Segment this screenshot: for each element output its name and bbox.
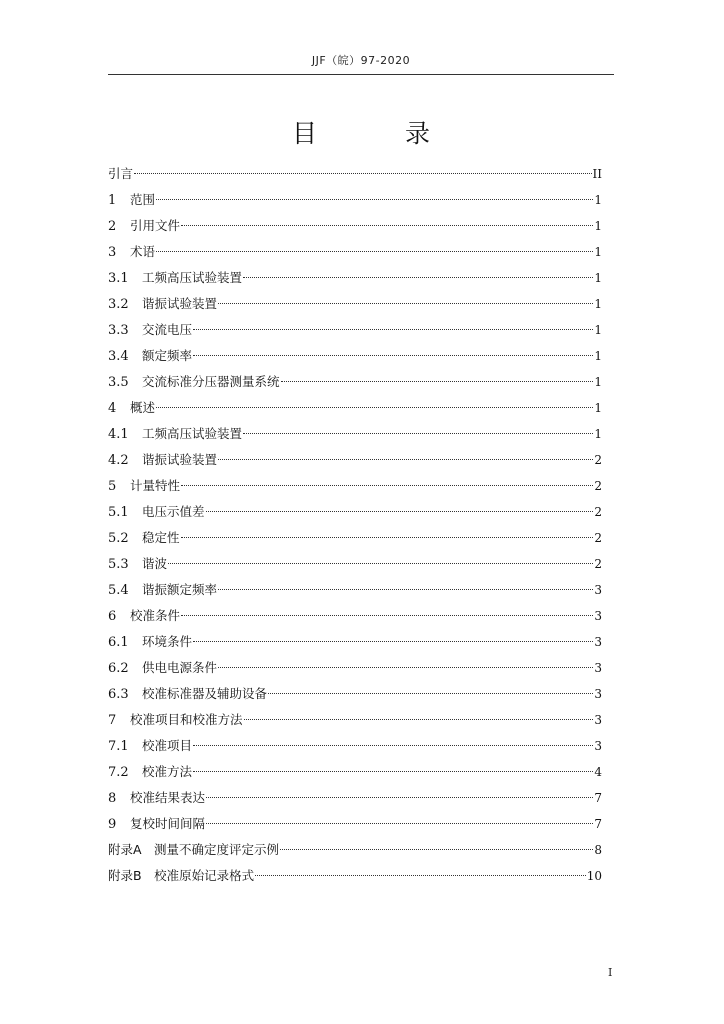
- toc-entry-page: 3: [594, 661, 602, 675]
- toc-entry-label: 谐波: [142, 556, 168, 571]
- toc-leader-dots: [255, 875, 586, 876]
- toc-entry[interactable]: [108, 733, 602, 759]
- toc-entry-label: 引言: [108, 166, 134, 181]
- toc-entry[interactable]: [108, 811, 602, 837]
- toc-leader-dots: [206, 511, 594, 512]
- toc-entry-label: 概述: [130, 400, 156, 415]
- toc-entry-number: 5.2: [108, 531, 129, 546]
- toc-leader-dots: [134, 173, 592, 174]
- toc-leader-dots: [193, 355, 593, 356]
- toc-entry-page: 7: [594, 817, 602, 831]
- toc-entry-number: 5.4: [108, 583, 129, 598]
- toc-entry-page: 3: [594, 609, 602, 623]
- toc-entry-number: 3: [108, 245, 117, 260]
- toc-entry-number: 7: [108, 713, 117, 728]
- running-header: JJF（皖）97-2020: [311, 54, 411, 67]
- toc-entry-label: 谐振试验装置: [142, 296, 218, 311]
- toc-leader-dots: [243, 277, 593, 278]
- toc-entry-number: 6.1: [108, 635, 129, 650]
- toc-entry-label: 谐振试验装置: [142, 452, 218, 467]
- toc-entry[interactable]: [108, 343, 602, 369]
- toc-entry-page: 2: [594, 531, 602, 545]
- toc-leader-dots: [280, 849, 593, 850]
- toc-entry[interactable]: [108, 863, 602, 889]
- toc-leader-dots: [156, 251, 593, 252]
- toc-entry-label: 工频高压试验装置: [142, 426, 243, 441]
- toc-entry-page: II: [592, 167, 602, 181]
- toc-leader-dots: [193, 329, 593, 330]
- toc-leader-dots: [218, 303, 593, 304]
- page-title: 目 录: [292, 119, 470, 148]
- toc-entry[interactable]: [108, 421, 602, 447]
- table-of-contents: [108, 161, 602, 889]
- toc-leader-dots: [181, 225, 593, 226]
- toc-leader-dots: [181, 485, 593, 486]
- toc-entry[interactable]: [108, 473, 602, 499]
- toc-entry-label: 校准条件: [130, 608, 181, 623]
- toc-entry-page: 1: [594, 245, 602, 259]
- toc-entry-page: 3: [594, 739, 602, 753]
- toc-entry-number: 7.2: [108, 765, 129, 780]
- toc-entry[interactable]: [108, 551, 602, 577]
- toc-leader-dots: [193, 641, 593, 642]
- toc-entry-label: 供电电源条件: [142, 660, 218, 675]
- toc-entry[interactable]: [108, 447, 602, 473]
- toc-entry-label: 计量特性: [130, 478, 181, 493]
- toc-entry-label: 附录A 测量不确定度评定示例: [108, 842, 280, 857]
- toc-entry[interactable]: [108, 499, 602, 525]
- toc-entry-label: 范围: [130, 192, 156, 207]
- toc-entry[interactable]: [108, 187, 602, 213]
- toc-entry[interactable]: [108, 837, 602, 863]
- toc-leader-dots: [243, 433, 593, 434]
- toc-entry-label: 附录B 校准原始记录格式: [108, 868, 255, 883]
- toc-entry[interactable]: [108, 655, 602, 681]
- toc-entry-number: 4: [108, 401, 117, 416]
- toc-entry-label: 环境条件: [142, 634, 193, 649]
- toc-entry[interactable]: [108, 603, 602, 629]
- toc-entry-page: 2: [594, 453, 602, 467]
- toc-entry-number: 6: [108, 609, 117, 624]
- header-rule: [108, 74, 614, 75]
- toc-entry[interactable]: [108, 525, 602, 551]
- toc-leader-dots: [193, 771, 593, 772]
- toc-entry-page: 1: [594, 219, 602, 233]
- toc-entry-number: 2: [108, 219, 117, 234]
- toc-entry-number: 7.1: [108, 739, 129, 754]
- toc-entry-page: 8: [594, 843, 602, 857]
- toc-entry-number: 3.3: [108, 323, 129, 338]
- toc-entry-page: 4: [594, 765, 602, 779]
- toc-leader-dots: [244, 719, 594, 720]
- toc-leader-dots: [281, 381, 594, 382]
- toc-entry-label: 校准标准器及辅助设备: [142, 686, 268, 701]
- toc-entry-page: 1: [594, 297, 602, 311]
- toc-leader-dots: [156, 199, 593, 200]
- toc-entry[interactable]: [108, 785, 602, 811]
- toc-entry-page: 1: [594, 193, 602, 207]
- toc-entry-page: 2: [594, 557, 602, 571]
- toc-entry[interactable]: [108, 577, 602, 603]
- toc-entry-label: 校准方法: [142, 764, 193, 779]
- toc-entry-number: 4.2: [108, 453, 129, 468]
- toc-entry-number: 6.3: [108, 687, 129, 702]
- toc-entry-label: 额定频率: [142, 348, 193, 363]
- toc-entry-page: 1: [594, 427, 602, 441]
- toc-entry-page: 1: [594, 375, 602, 389]
- toc-entry-number: 3.5: [108, 375, 129, 390]
- toc-entry-number: 9: [108, 817, 117, 832]
- toc-entry-page: 1: [594, 401, 602, 415]
- toc-leader-dots: [206, 823, 593, 824]
- toc-entry-label: 术语: [130, 244, 156, 259]
- toc-entry[interactable]: [108, 265, 602, 291]
- toc-entry[interactable]: [108, 317, 602, 343]
- toc-entry-number: 6.2: [108, 661, 129, 676]
- toc-entry[interactable]: [108, 629, 602, 655]
- toc-entry-label: 交流电压: [142, 322, 193, 337]
- toc-entry-label: 谐振额定频率: [142, 582, 218, 597]
- toc-entry-number: 4.1: [108, 427, 129, 442]
- toc-entry-page: 7: [594, 791, 602, 805]
- toc-entry-page: 2: [594, 505, 602, 519]
- toc-entry-page: 2: [594, 479, 602, 493]
- toc-entry-page: 1: [594, 323, 602, 337]
- toc-entry-label: 交流标准分压器测量系统: [142, 374, 280, 389]
- toc-entry-page: 10: [586, 869, 602, 883]
- toc-leader-dots: [156, 407, 593, 408]
- toc-entry-label: 工频高压试验装置: [142, 270, 243, 285]
- toc-entry-number: 1: [108, 193, 117, 208]
- toc-entry-label: 稳定性: [142, 530, 180, 545]
- toc-entry[interactable]: [108, 395, 602, 421]
- toc-entry-label: 校准项目: [142, 738, 193, 753]
- toc-leader-dots: [181, 615, 593, 616]
- toc-entry[interactable]: [108, 291, 602, 317]
- toc-entry-number: 3.1: [108, 271, 129, 286]
- page-number: I: [608, 966, 613, 979]
- toc-leader-dots: [193, 745, 593, 746]
- toc-leader-dots: [268, 693, 593, 694]
- toc-entry-number: 5.3: [108, 557, 129, 572]
- toc-leader-dots: [218, 589, 593, 590]
- toc-entry-label: 校准项目和校准方法: [130, 712, 243, 727]
- toc-entry-page: 3: [594, 713, 602, 727]
- toc-entry[interactable]: [108, 213, 602, 239]
- toc-entry-label: 电压示值差: [142, 504, 205, 519]
- toc-entry[interactable]: [108, 369, 602, 395]
- toc-entry[interactable]: [108, 681, 602, 707]
- toc-entry-label: 校准结果表达: [130, 790, 206, 805]
- toc-entry-number: 3.4: [108, 349, 129, 364]
- toc-entry[interactable]: [108, 707, 602, 733]
- toc-entry-number: 3.2: [108, 297, 129, 312]
- toc-entry-label: 引用文件: [130, 218, 181, 233]
- toc-leader-dots: [168, 563, 593, 564]
- toc-entry-page: 3: [594, 635, 602, 649]
- toc-entry-number: 8: [108, 791, 117, 806]
- toc-leader-dots: [218, 459, 593, 460]
- toc-leader-dots: [181, 537, 594, 538]
- toc-entry-page: 1: [594, 271, 602, 285]
- toc-entry[interactable]: [108, 161, 602, 187]
- toc-entry-page: 3: [594, 583, 602, 597]
- toc-entry[interactable]: [108, 759, 602, 785]
- toc-entry[interactable]: [108, 239, 602, 265]
- toc-entry-page: 3: [594, 687, 602, 701]
- toc-entry-number: 5: [108, 479, 117, 494]
- toc-leader-dots: [206, 797, 593, 798]
- toc-entry-label: 复校时间间隔: [130, 816, 206, 831]
- toc-entry-page: 1: [594, 349, 602, 363]
- toc-leader-dots: [218, 667, 593, 668]
- toc-entry-number: 5.1: [108, 505, 129, 520]
